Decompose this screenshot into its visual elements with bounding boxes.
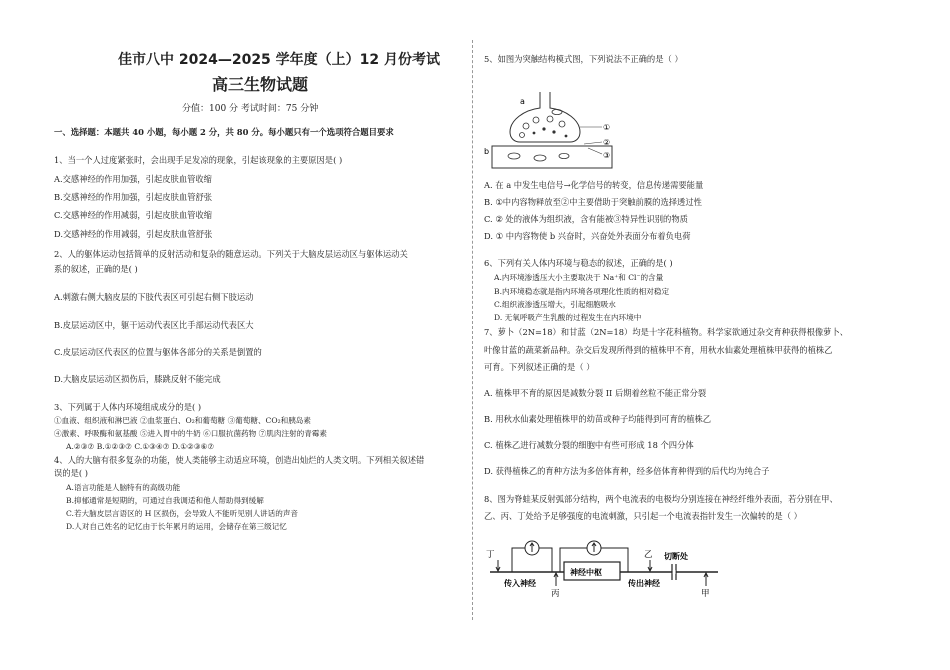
reflex-label-jia: 甲 [701, 589, 710, 599]
q1-option-b: B.交感神经的作用加强，引起皮肤血管舒张 [54, 192, 213, 202]
reflex-label-center: 神经中枢 [570, 568, 602, 577]
q3-stem: 3、下列属于人体内环境组成成分的是( ) [54, 402, 202, 412]
synapse-label-b: b [484, 147, 490, 156]
score-time: 分值：100 分 考试时间：75 分钟 [182, 104, 319, 114]
reflex-label-bing: 丙 [551, 589, 560, 599]
section-heading: 一、选择题：本题共 40 小题，每小题 2 分，共 80 分。每小题只有一个选项符合题目要求 [54, 127, 394, 137]
synapse-label-3: ③ [603, 151, 611, 160]
synapse-diagram [484, 86, 624, 176]
q6-option-b: B.内环境稳态就是指内环境各项理化性质的相对稳定 [494, 287, 670, 296]
synapse-label-2: ② [603, 138, 611, 147]
q5-option-c: C. ② 处的液体为组织液，含有能被③特异性识别的物质 [484, 214, 688, 224]
q3-items-line1: ①血液、组织液和淋巴液 ②血浆蛋白、O₂和葡萄糖 ③葡萄糖、CO₂和胰岛素 [54, 416, 311, 425]
q2-option-b: B.皮层运动区中，躯干运动代表区比手部运动代表区大 [54, 320, 254, 330]
q5-option-a: A. 在 a 中发生电信号→化学信号的转变，信息传递需要能量 [484, 180, 704, 190]
q6-stem: 6、下列有关人体内环境与稳态的叙述，正确的是( ) [484, 258, 673, 268]
q1-option-d: D.交感神经的作用减弱，引起皮肤血管舒张 [54, 229, 213, 239]
q7-option-d: D. 获得植株乙的育种方法为多倍体育种，经多倍体育种得到的后代均为纯合子 [484, 466, 770, 476]
q4-stem-line1: 4、人的大脑有很多复杂的功能，使人类能够主动适应环境，创造出灿烂的人类文明。下列相关叙述错 [54, 455, 425, 465]
synapse-label-1: ① [603, 123, 611, 132]
q4-option-b: B.抑郁通常是短期的，可通过自我调适和他人帮助得到缓解 [66, 496, 264, 505]
reflex-label-yi: 乙 [644, 550, 653, 560]
q6-option-c: C.组织液渗透压增大，引起细胞吸水 [494, 300, 616, 309]
q7-option-c: C. 植株乙进行减数分裂的细胞中有些可形成 18 个四分体 [484, 440, 694, 450]
q1-option-c: C.交感神经的作用减弱，引起皮肤血管收缩 [54, 210, 213, 220]
q3-options: A.②③⑦ B.①②③⑦ C.①③④⑦ D.①②③⑥⑦ [66, 442, 215, 451]
q7-stem-line1: 7、萝卜（2N=18）和甘蓝（2N=18）均是十字花科植物。科学家欲通过杂交育种获得根像萝卜、 [484, 327, 849, 337]
q4-stem-line2: 误的是( ) [54, 468, 89, 478]
subject-title: 高三生物试题 [212, 75, 309, 94]
q5-option-b: B. ①中内容物释放至②中主要借助于突触前膜的选择透过性 [484, 197, 702, 207]
reflex-arc-diagram [484, 530, 744, 602]
q8-stem-line2: 乙、丙、丁处给予足够强度的电流刺激，只引起一个电流表指针发生一次偏转的是（ ） [484, 511, 802, 521]
reflex-label-afferent: 传入神经 [504, 579, 536, 588]
reflex-label-ding: 丁 [486, 550, 495, 560]
q4-option-a: A.语言功能是人脑特有的高级功能 [66, 483, 181, 492]
q5-option-d: D. ① 中内容物使 b 兴奋时，兴奋处外表面分布着负电荷 [484, 231, 691, 241]
q2-option-d: D.大脑皮层运动区损伤后，膝跳反射不能完成 [54, 374, 221, 384]
q4-option-c: C.若大脑皮层言语区的 H 区损伤，会导致人不能听见别人讲话的声音 [66, 509, 299, 518]
q2-stem-line2: 系的叙述，正确的是( ) [54, 264, 138, 274]
q7-option-a: A. 植株甲不育的原因是减数分裂 II 后期着丝粒不能正常分裂 [484, 388, 707, 398]
q7-stem-line3: 可育。下列叙述正确的是（ ） [484, 362, 595, 372]
q7-option-b: B. 用秋水仙素处理植株甲的幼苗或种子均能得到可育的植株乙 [484, 414, 712, 424]
q8-stem-line1: 8、图为脊蛙某反射弧部分结构，两个电流表的电极均分别连接在神经纤维外表面，若分别在甲、 [484, 494, 838, 504]
q1-stem: 1、当一个人过度紧张时，会出现手足发凉的现象，引起该现象的主要原因是( ) [54, 155, 343, 165]
q2-option-a: A.刺激右侧大脑皮层的下肢代表区可引起右侧下肢运动 [54, 292, 254, 302]
q2-stem-line1: 2、人的躯体运动包括简单的反射活动和复杂的随意运动。下列关于大脑皮层运动区与躯体运动关 [54, 249, 408, 259]
q2-option-c: C.皮层运动区代表区的位置与躯体各部分的关系是倒置的 [54, 347, 262, 357]
q5-stem: 5、如图为突触结构模式图，下列说法不正确的是（ ） [484, 54, 683, 64]
q3-items-line2: ④激素、呼吸酶和氨基酸 ⑤进入胃中的牛奶 ⑥口服抗菌药物 ⑦肌肉注射的青霉素 [54, 429, 328, 438]
q7-stem-line2: 叶像甘蓝的蔬菜新品种。杂交后发现所得到的植株甲不育，用秋水仙素处理植株甲获得的植株乙 [484, 345, 833, 355]
exam-title: 佳市八中 2024—2025 学年度（上）12 月份考试 [118, 52, 441, 68]
q6-option-a: A.内环境渗透压大小主要取决于 Na⁺和 Cl⁻的含量 [494, 273, 664, 282]
q4-option-d: D.人对自己姓名的记忆由于长年累月的运用，会储存在第三级记忆 [66, 522, 287, 531]
reflex-label-cut: 切断处 [664, 552, 688, 561]
column-divider [472, 40, 473, 620]
q1-option-a: A.交感神经的作用加强，引起皮肤血管收缩 [54, 174, 212, 184]
reflex-label-efferent: 传出神经 [628, 579, 660, 588]
synapse-label-a: a [520, 97, 525, 106]
q6-option-d: D. 无氧呼吸产生乳酸的过程发生在内环境中 [494, 313, 642, 322]
